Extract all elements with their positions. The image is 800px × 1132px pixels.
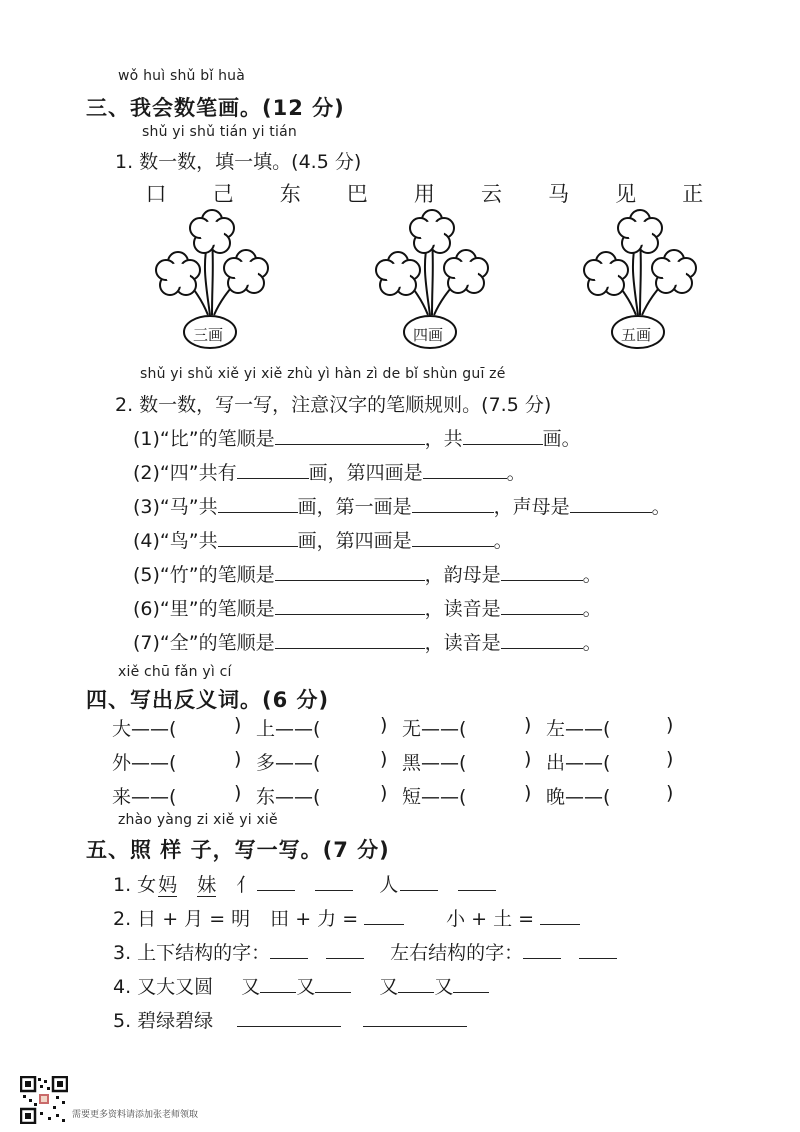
character: 马 [548,182,570,206]
answer-blank[interactable] [218,492,298,513]
character: 云 [480,182,502,206]
character: 见 [615,182,637,206]
answer-blank[interactable] [218,526,298,547]
q2-item: (2)“四”共有 画，第四画是 。 [133,458,526,485]
antonym-prompt: 晚——( [546,786,611,808]
q2-item: (5)“竹”的笔顺是 ，韵母是 。 [133,560,602,587]
antonym-prompt: 外——( [112,752,177,774]
answer-blank[interactable] [501,628,583,649]
antonym-prompt: 东——( [256,786,321,808]
q1-label: 1. 数一数，填一填。(4.5 分) [115,151,362,173]
footer-text: 需要更多资料请添加张老师领取 [72,1110,199,1120]
antonym-prompt: 左——( [546,718,611,740]
answer-blank[interactable] [326,938,364,959]
antonym-prompt: 多——( [256,752,321,774]
answer-blank[interactable] [237,1006,341,1027]
character: 正 [682,182,704,206]
answer-blank[interactable] [579,938,617,959]
q5-line-1: 1. 女 妈 妹 亻 人 [113,870,496,897]
answer-blank[interactable] [501,594,583,615]
antonym-close[interactable]: ) [524,714,532,736]
antonym-close[interactable]: ) [234,748,242,770]
character: 己 [212,182,234,206]
answer-blank[interactable] [315,870,353,891]
pot-label: 四画 [413,326,444,344]
answer-blank[interactable] [523,938,561,959]
character-list [125,178,724,208]
answer-blank[interactable] [275,594,425,615]
answer-blank[interactable] [257,870,295,891]
antonym-prompt: 出——( [546,752,611,774]
answer-blank[interactable] [453,972,489,993]
q2-item: (6)“里”的笔顺是 ，读音是 。 [133,594,602,621]
q5-line-3: 3. 上下结构的字： 左右结构的字： [113,938,617,965]
q5-line-4: 4. 又大又圆 又 又 又 又 [113,972,489,999]
answer-blank[interactable] [260,972,296,993]
answer-blank[interactable] [275,628,425,649]
answer-blank[interactable] [458,870,496,891]
q1-pinyin: shǔ yi shǔ tián yi tián [142,124,297,140]
answer-blank[interactable] [364,904,404,925]
antonym-close[interactable]: ) [666,782,674,804]
answer-blank[interactable] [501,560,583,581]
answer-blank[interactable] [540,904,580,925]
q2-pinyin: shǔ yi shǔ xiě yi xiě zhù yì hàn zì de bǐ shùn guī zé [140,366,506,382]
antonym-prompt: 无——( [402,718,467,740]
section4-pinyin: xiě chū fǎn yì cí [118,664,232,680]
section4-title: 四、写出反义词。(6 分) [86,688,330,712]
section5-title: 五、照 样 子，写一写。(7 分) [86,838,390,862]
character: 巴 [346,182,368,206]
answer-blank[interactable] [275,560,425,581]
q2-item: (1)“比”的笔顺是 ，共 画。 [133,424,581,451]
antonym-close[interactable]: ) [234,714,242,736]
answer-blank[interactable] [412,492,494,513]
character: 东 [279,182,301,206]
answer-blank[interactable] [423,458,507,479]
q5-line-2: 2. 日 + 月 = 明 田 + 力 = 小 + 土 = [113,904,580,931]
antonym-close[interactable]: ) [380,782,388,804]
section5-pinyin: zhào yàng zi xiě yi xiě [118,812,278,828]
q2-item: (7)“全”的笔顺是 ，读音是 。 [133,628,602,655]
antonym-prompt: 上——( [256,718,321,740]
answer-blank[interactable] [270,938,308,959]
answer-blank[interactable] [412,526,494,547]
antonym-close[interactable]: ) [380,714,388,736]
section3-pinyin: wǒ huì shǔ bǐ huà [118,68,245,84]
flower-pots-illustration [0,205,800,355]
antonym-prompt: 短——( [402,786,467,808]
pot-label: 五画 [621,326,652,344]
antonym-prompt: 黑——( [402,752,467,774]
character: 用 [413,182,435,206]
antonym-close[interactable]: ) [234,782,242,804]
antonym-close[interactable]: ) [666,714,674,736]
antonym-close[interactable]: ) [524,748,532,770]
answer-blank[interactable] [363,1006,467,1027]
q2-item: (4)“鸟”共 画，第四画是 。 [133,526,513,553]
antonym-grid [0,714,800,814]
answer-blank[interactable] [463,424,543,445]
section3-title: 三、我会数笔画。(12 分) [86,96,345,120]
pot-label: 三画 [193,326,224,344]
antonym-close[interactable]: ) [524,782,532,804]
character: 口 [145,182,167,206]
answer-blank[interactable] [570,492,652,513]
q2-item: (3)“马”共 画，第一画是 ，声母是 。 [133,492,671,519]
q5-line-5: 5. 碧绿碧绿 [113,1006,467,1033]
q2-label: 2. 数一数，写一写，注意汉字的笔顺规则。(7.5 分) [115,394,552,416]
answer-blank[interactable] [398,972,434,993]
antonym-close[interactable]: ) [666,748,674,770]
antonym-close[interactable]: ) [380,748,388,770]
antonym-prompt: 大——( [112,718,177,740]
antonym-prompt: 来——( [112,786,177,808]
qr-code-icon [20,1076,68,1124]
answer-blank[interactable] [237,458,309,479]
answer-blank[interactable] [315,972,351,993]
answer-blank[interactable] [400,870,438,891]
answer-blank[interactable] [275,424,425,445]
